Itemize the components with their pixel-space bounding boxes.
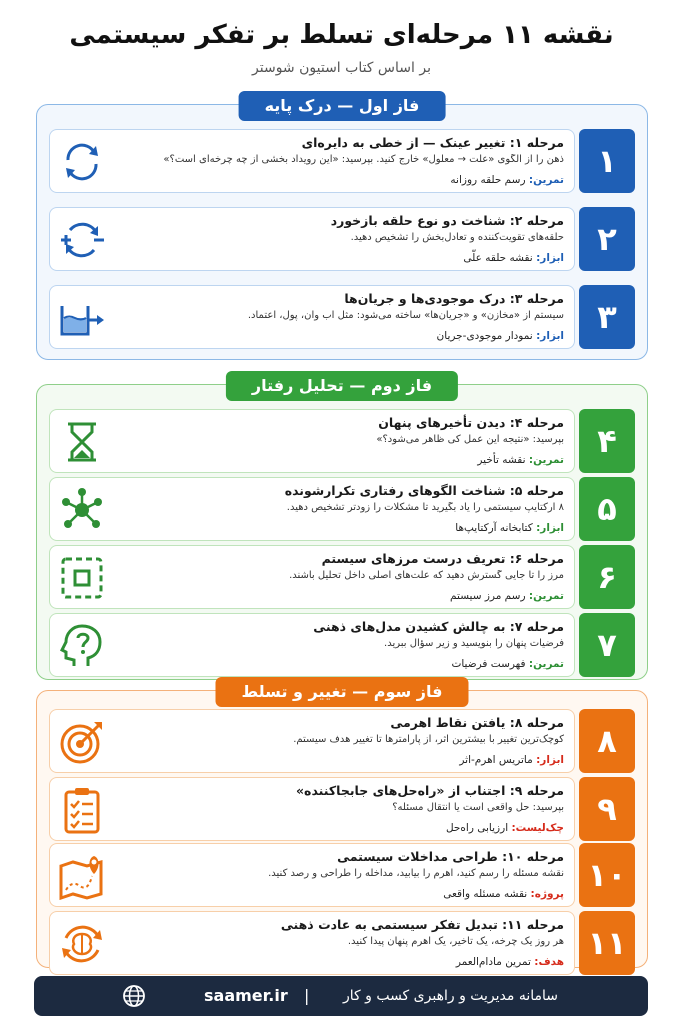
step-card	[49, 545, 575, 609]
step-tool-value: ارزیابی راه‌حل	[445, 822, 509, 834]
step-title: مرحله ۹: اجتناب از «راه‌حل‌های جابجاکننده»	[295, 783, 564, 798]
step-description: بپرسید: «نتیجه این عمل کی ظاهر می‌شود؟»	[376, 434, 564, 445]
step-number: ۱۱	[579, 911, 635, 975]
step-tool-label: هدف:	[534, 956, 564, 968]
step-tool-value: نقشه حلقه علّی	[463, 252, 533, 264]
step-2	[49, 207, 635, 271]
step-card	[49, 477, 575, 541]
step-tool	[477, 454, 564, 466]
step-title: مرحله ۸: یافتن نقاط اهرمی	[390, 715, 564, 730]
step-number: ۲	[579, 207, 635, 271]
step-description: فرضیات پنهان را بنویسید و زیر سؤال ببرید.	[384, 638, 564, 649]
step-tool-label: تمرین:	[528, 454, 564, 466]
step-tool	[443, 888, 564, 900]
step-card	[49, 613, 575, 677]
step-tool-label: ابزار:	[536, 754, 564, 766]
step-card	[49, 709, 575, 773]
step-11	[49, 911, 635, 975]
step-tool-label: پروژه:	[530, 888, 564, 900]
step-tool-value: فهرست فرضیات	[451, 658, 526, 670]
page-title: نقشه ۱۱ مرحله‌ای تسلط بر تفکر سیستمی	[69, 20, 614, 50]
step-tool-value: نقشه تأخیر	[477, 454, 526, 466]
step-tool-label: ابزار:	[536, 330, 564, 342]
step-number: ۹	[579, 777, 635, 841]
footer-text: سامانه مدیریت و راهبری کسب و کار	[342, 988, 558, 1004]
step-card	[49, 129, 575, 193]
step-number: ۱۰	[579, 843, 635, 907]
step-card	[49, 777, 575, 841]
step-description: سیستم از «مخازن» و «جریان‌ها» ساخته می‌شود: مثل آب وان، پول، اعتماد.	[247, 310, 564, 321]
step-title: مرحله ۶: تعریف درست مرزهای سیستم	[321, 551, 564, 566]
phase-1-title: فاز اول — درک پایه	[239, 91, 446, 121]
phase-2-title: فاز دوم — تحلیل رفتار	[226, 371, 458, 401]
step-tool-value: رسم حلقه روزانه	[450, 174, 526, 186]
hourglass-icon	[58, 418, 106, 466]
step-tool-value: کتابخانه آرکتایپ‌ها	[455, 522, 533, 534]
step-title: مرحله ۴: دیدن تأخیرهای پنهان	[378, 415, 564, 430]
step-tool	[463, 252, 564, 264]
step-description: ذهن را از الگوی «علت → معلول» خارج کنید. بپرسید: «این رویداد بخشی از چه چرخه‌ای است؟»	[163, 154, 564, 165]
step-tool-label: تمرین:	[528, 658, 564, 670]
step-description: مرز را تا جایی گسترش دهید که علت‌های اصلی داخل تحلیل باشند.	[289, 570, 564, 581]
footer-bar	[34, 976, 648, 1016]
step-7	[49, 613, 635, 677]
step-6	[49, 545, 635, 609]
footer-site-link[interactable]: saamer.ir	[204, 986, 288, 1005]
step-number: ۶	[579, 545, 635, 609]
step-title: مرحله ۱۰: طراحی مداخلات سیستمی	[337, 849, 564, 864]
boundary-box-icon	[58, 554, 106, 602]
step-title: مرحله ۷: به چالش کشیدن مدل‌های ذهنی	[313, 619, 564, 634]
step-tool-value: رسم مرز سیستم	[450, 590, 526, 602]
network-nodes-icon	[58, 486, 106, 534]
checklist-clipboard-icon	[58, 786, 106, 834]
step-card	[49, 843, 575, 907]
step-tool	[450, 174, 564, 186]
step-card	[49, 409, 575, 473]
step-tool	[456, 956, 564, 968]
step-tool-label: تمرین:	[528, 174, 564, 186]
step-number: ۷	[579, 613, 635, 677]
step-title: مرحله ۳: درک موجودی‌ها و جریان‌ها	[344, 291, 564, 306]
step-title: مرحله ۱۱: تبدیل تفکر سیستمی به عادت ذهنی	[280, 917, 564, 932]
step-number: ۸	[579, 709, 635, 773]
step-4	[49, 409, 635, 473]
page-subtitle: بر اساس کتاب استیون شوستر	[252, 60, 431, 76]
plus-minus-loop-icon	[58, 216, 106, 264]
step-description: حلقه‌های تقویت‌کننده و تعادل‌بخش را تشخیص دهید.	[350, 232, 564, 243]
cycle-arrows-icon	[58, 138, 106, 186]
step-card	[49, 285, 575, 349]
step-tool-label: ابزار:	[536, 252, 564, 264]
step-card	[49, 911, 575, 975]
step-3	[49, 285, 635, 349]
footer-separator: |	[304, 986, 310, 1005]
step-description: ۸ آرکتایپ سیستمی را یاد بگیرید تا مشکلات را زودتر تشخیص دهید.	[286, 502, 564, 513]
step-tool-label: چک‌لیست:	[511, 822, 564, 834]
step-tool	[437, 330, 564, 342]
step-number: ۵	[579, 477, 635, 541]
step-tool-value: ماتریس اهرم-اثر	[459, 754, 533, 766]
step-tool-value: نقشه مسئله واقعی	[443, 888, 528, 900]
step-tool	[455, 522, 564, 534]
step-title: مرحله ۱: تغییر عینک — از خطی به دایره‌ای	[301, 135, 564, 150]
step-tool-value: تمرین مادام‌العمر	[455, 956, 531, 968]
step-10	[49, 843, 635, 907]
step-tool	[459, 754, 564, 766]
step-tool-label: ابزار:	[536, 522, 564, 534]
step-card	[49, 207, 575, 271]
step-description: هر روز یک چرخه، یک تأخیر، یک اهرم پنهان پیدا کنید.	[347, 936, 564, 947]
step-description: بپرسید: حل واقعی است یا انتقال مسئله؟	[392, 802, 564, 813]
brain-cycle-icon	[58, 920, 106, 968]
step-tool-value: نمودار موجودی-جریان	[436, 330, 533, 342]
step-tool	[451, 658, 564, 670]
phase-1	[36, 96, 648, 360]
step-tool	[446, 822, 564, 834]
map-pin-icon	[58, 852, 106, 900]
step-5	[49, 477, 635, 541]
phase-3-title: فاز سوم — تغییر و تسلط	[216, 677, 469, 707]
step-tool-label: تمرین:	[528, 590, 564, 602]
step-title: مرحله ۵: شناخت الگوهای رفتاری تکرارشونده	[284, 483, 564, 498]
step-description: نقشه مسئله را رسم کنید، اهرم را بیابید، مداخله را طراحی و رصد کنید.	[268, 868, 564, 879]
step-number: ۱	[579, 129, 635, 193]
step-description: کوچک‌ترین تغییر با بیشترین اثر، از پارامترها تا تغییر هدف سیستم.	[293, 734, 564, 745]
step-title: مرحله ۲: شناخت دو نوع حلقه بازخورد	[330, 213, 564, 228]
step-tool	[450, 590, 564, 602]
phase-2	[36, 376, 648, 680]
globe-icon	[122, 984, 146, 1008]
phase-3	[36, 682, 648, 968]
step-9	[49, 777, 635, 841]
step-number: ۳	[579, 285, 635, 349]
stock-flow-tank-icon	[58, 294, 106, 342]
target-arrow-icon	[58, 718, 106, 766]
step-8	[49, 709, 635, 773]
head-question-icon	[58, 622, 106, 670]
step-1	[49, 129, 635, 193]
step-number: ۴	[579, 409, 635, 473]
